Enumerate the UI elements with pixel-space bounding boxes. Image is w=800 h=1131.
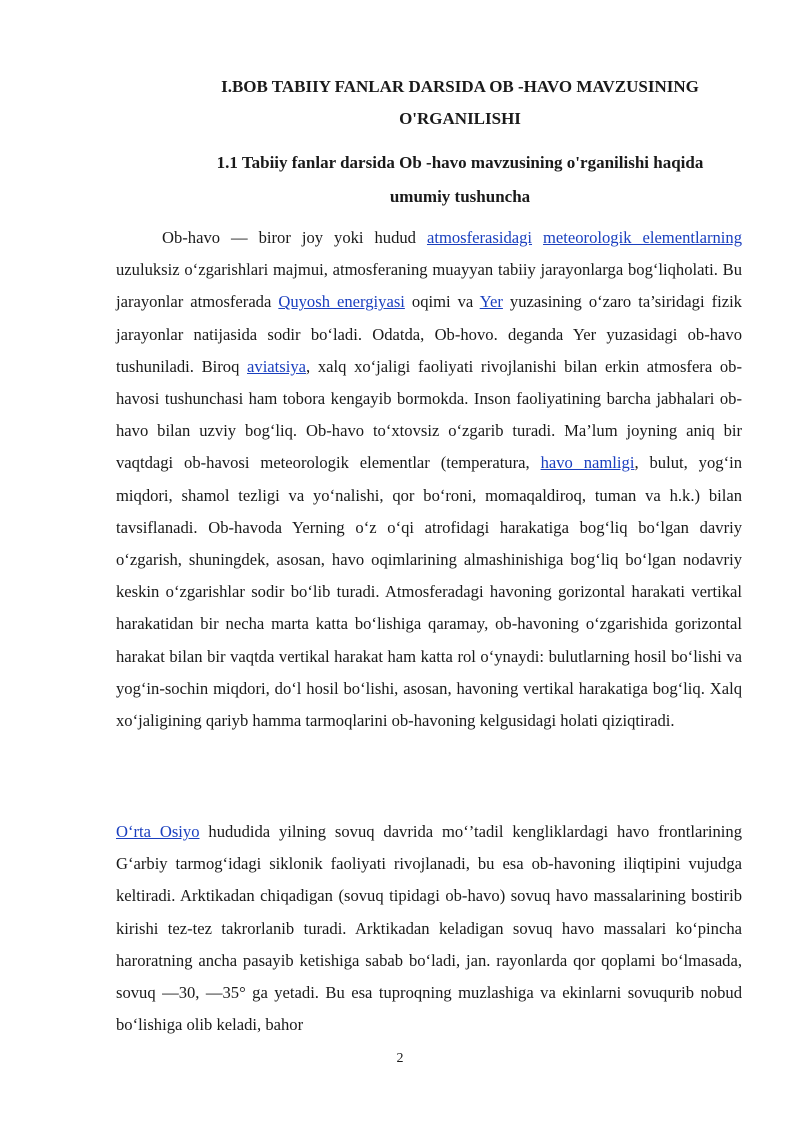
text-run: , xalq xo‘jaligi faoliyati rivojlanishi bilan erkin atmosfera ob-havosi tushunchasi ham tobora kengayib bormokda. Inson faoliyatining barcha jabhalari ob-havo bilan uzviy bog‘liq. Ob-havo to‘xtovsiz o‘zgarib turadi. Ma’lum joyning aniq bir vaqtdagi ob-havosi meteorologik elementlar (temperatura, xyxy=(116,356,742,473)
section-heading-line-2: umumiy tushuncha xyxy=(389,187,531,206)
link-aviatsiya[interactable]: aviatsiya xyxy=(247,356,307,376)
text-run: , bulut, yog‘in miqdori, shamol tezligi va yo‘nalishi, qor bo‘roni, momaqaldiroq, tuman va h.k.) bilan tavsiflanadi. Ob-havoda Yerning o‘z o‘qi atrofidagi harakatiga bog‘liq bo‘lgan davriy o‘zgarish, shuningdek, asosan, havo oqimlarining almashinishiga bog‘liq bo‘lgan nodavriy keskin o‘zgarishlar sodir bo‘lib turadi. Atmosferadagi havoning gorizontal harakati vertikal harakatidan bir necha marta katta bo‘lishiga qaramay, ob-havoning o‘zgarishida gorizontal harakat bilan bir vaqtda vertikal harakat ham katta rol o‘ynaydi: bulutlarning hosil bo‘lishi va yog‘in-sochin miqdori, do‘l hosil bo‘lishi, asosan, havoning vertikal harakatiga bog‘liq. Xalq xo‘jaligining qariyb hamma tarmoqlarini ob-havoning kelgusidagi holati qiziqtiradi. xyxy=(116,453,742,731)
text-run: Ob-havo — biror joy yoki hudud xyxy=(162,228,427,247)
text-run: oqimi va xyxy=(404,292,480,312)
link-havo-namligi[interactable]: havo namligi xyxy=(540,453,635,473)
text-run: hududida yilning sovuq davrida mo‘’tadil kengliklardagi havo frontlarining G‘arbiy tarmog‘idagi siklonik faoliyati rivojlanadi, bu esa ob-havoning iliqtipini vujudga keltiradi. Arktikadan chiqadigan (sovuq tipidagi ob-havo) sovuq havo massalarining bostirib kirishi tez-tez takrorlanib turadi. Arktikadan keladigan sovuq havo massalari ko‘pincha haroratning ancha pasayib ketishiga sabab bo‘ladi, jan. rayonlarda qor qoplami bo‘lmasada, sovuq —30, —35° ga yetadi. Bu esa tuproqning muzlashiga va ekinlarni sovuqurib nobud bo‘lishiga olib keladi, bahor xyxy=(116,822,743,1035)
text-run: yuzasining o‘zaro ta’siridagi fizik jarayonlar natijasida sodir bo‘ladi. Odatda, Ob-hovo. deganda Yer yuzasidagi ob-havo tushuniladi. Biroq xyxy=(116,292,742,376)
text-run xyxy=(532,228,543,247)
body-paragraph-2 xyxy=(116,816,742,1041)
link-meteorologik-elementlarning[interactable]: meteorologik elementlarning xyxy=(543,228,742,247)
section-heading-line-1: 1.1 Tabiiy fanlar darsida Ob -havo mavzusining o'rganilishi haqida xyxy=(216,153,704,172)
section-heading xyxy=(160,146,760,214)
chapter-heading-line-2: O'RGANILISHI xyxy=(399,109,521,128)
link-atmosferasidagi[interactable]: atmosferasidagi xyxy=(426,228,533,247)
text-run: uzuluksiz o‘zgarishlari majmui, atmosferaning muayyan tabiiy jarayonlarga bog‘liqholati. Bu jarayonlar atmosferada xyxy=(116,260,742,312)
chapter-heading xyxy=(160,71,760,135)
chapter-heading-line-1: I.BOB TABIIY FANLAR DARSIDA OB -HAVO MAVZUSINING xyxy=(221,77,699,96)
link-orta-osiyo[interactable]: O‘rta Osiyo xyxy=(116,822,200,841)
link-quyosh-energiyasi[interactable]: Quyosh energiyasi xyxy=(278,292,405,312)
link-yer[interactable]: Yer xyxy=(479,292,503,312)
page-number: 2 xyxy=(396,1051,404,1066)
body-paragraph-1 xyxy=(116,222,742,737)
